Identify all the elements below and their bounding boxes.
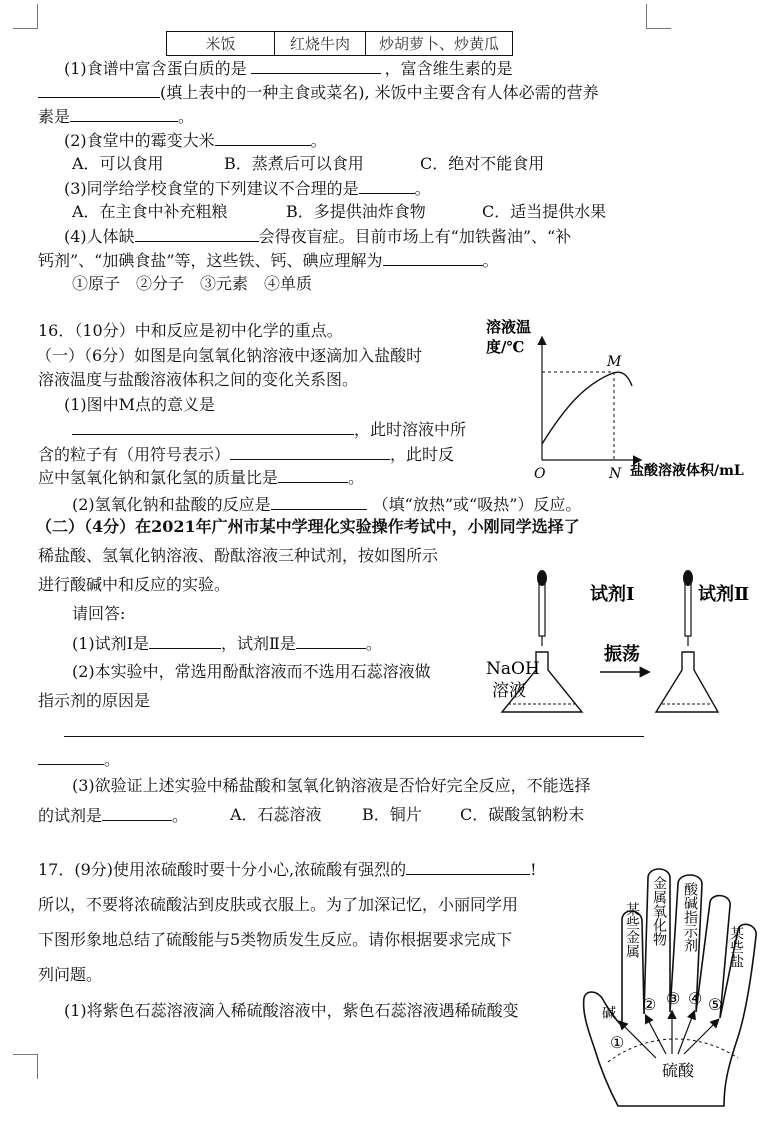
q15-p2: (2)食堂中的霉变大米 。 bbox=[64, 131, 327, 150]
q17-line1: 17．(9分)使用浓硫酸时要十分小心,浓硫酸有强烈的 ! bbox=[38, 860, 537, 879]
point-m-label: M bbox=[607, 354, 622, 370]
q17-line2: 所以，不要将浓硫酸沾到皮肤或衣服上。为了加深记忆，小丽同学用 bbox=[38, 895, 519, 914]
circle-2: ② bbox=[642, 995, 657, 1014]
q16-ask: 请回答: bbox=[72, 604, 126, 623]
menu-table bbox=[166, 31, 513, 56]
q16-s1-line1: (1)图中M点的意义是 bbox=[64, 395, 216, 414]
q16-t1: (1)试剂Ⅰ是 ，试剂Ⅱ是 。 bbox=[72, 634, 382, 653]
reagent-1-label: 试剂Ⅰ bbox=[590, 584, 635, 605]
y-axis-label: 度/℃ bbox=[486, 338, 525, 356]
q15-p3-option-c[interactable]: C．适当提供水果 bbox=[482, 202, 607, 221]
finger-label-indicator: 酸碱指示剂 bbox=[682, 882, 698, 952]
palm-dashed-arc bbox=[608, 1039, 738, 1062]
temperature-curve bbox=[542, 372, 632, 444]
temperature-graph bbox=[480, 312, 770, 482]
x-axis-label: 盐酸溶液体积/mL bbox=[630, 463, 744, 479]
q16-t3-option-c[interactable]: C．碳酸氢钠粉末 bbox=[460, 805, 585, 824]
point-n-label: N bbox=[609, 466, 622, 482]
q15-p1-line2: (填上表中的一种主食或菜名), 米饭中主要含有人体必需的营养 bbox=[38, 81, 599, 104]
answer-blank[interactable] bbox=[251, 57, 381, 74]
flask-icon bbox=[656, 652, 718, 712]
solution-label: 溶液 bbox=[492, 681, 526, 701]
crop-mark-top-left bbox=[13, 4, 38, 29]
q16-part2-line1: （二）（4分）在2021年广州市某中学理化实验操作考试中，小刚同学选择了 bbox=[36, 517, 580, 536]
finger-label-metal-oxide: 金属氧化物 bbox=[651, 876, 667, 946]
q16-t2-line2: 指示剂的原因是 bbox=[38, 691, 151, 710]
q15-p3-option-b[interactable]: B．多提供油炸食物 bbox=[286, 202, 426, 221]
dropper-icon bbox=[537, 570, 547, 646]
q16-t2-line1: (2)本实验中，常选用酚酞溶液而不选用石蕊溶液做 bbox=[72, 662, 431, 681]
q15-p3: (3)同学给学校食堂的下列建议不合理的是 。 bbox=[64, 179, 431, 198]
shake-label: 振荡 bbox=[604, 644, 640, 665]
base-label: 碱 bbox=[602, 1006, 616, 1022]
answer-blank[interactable] bbox=[70, 105, 178, 122]
q16-heading: 16．（10分）中和反应是初中化学的重点。 bbox=[38, 321, 343, 340]
q16-s1-line2: ，此时溶液中所 bbox=[72, 418, 466, 441]
crop-mark-top-right bbox=[646, 4, 671, 29]
q17-line5: (1)将紫色石蕊溶液滴入稀硫酸溶液中，紫色石蕊溶液遇稀硫酸变 bbox=[64, 1001, 519, 1020]
q16-t3-line2: 的试剂是 。 bbox=[38, 806, 189, 825]
answer-blank[interactable] bbox=[215, 129, 311, 146]
q16-t3-option-a[interactable]: A．石蕊溶液 bbox=[230, 805, 322, 824]
crop-mark-bottom-left bbox=[13, 1054, 38, 1079]
q15-p4-line1: (4)人体缺 会得夜盲症。目前市场上有“加铁酱油”、“补 bbox=[64, 227, 572, 246]
answer-blank[interactable] bbox=[38, 748, 104, 765]
circle-1: ① bbox=[610, 1033, 625, 1052]
answer-blank[interactable] bbox=[383, 249, 483, 266]
answer-blank[interactable] bbox=[149, 632, 221, 649]
answer-blank[interactable] bbox=[102, 804, 172, 821]
q16-part2-line2: 稀盐酸、氢氧化钠溶液、酚酞溶液三种试剂，按如图所示 bbox=[38, 546, 439, 565]
q16-part1-line2: 溶液温度与盐酸溶液体积之间的变化关系图。 bbox=[38, 370, 359, 389]
q15-p2-option-b[interactable]: B．蒸煮后可以食用 bbox=[224, 154, 364, 173]
q15-p1-line1: (1)食谱中富含蛋白质的是 ，富含维生素的是 bbox=[64, 59, 513, 78]
q16-t3-option-b[interactable]: B．铜片 bbox=[362, 805, 422, 824]
q17-line3: 下图形象地总结了硫酸能与5类物质发生反应。请你根据要求完成下 bbox=[38, 930, 513, 949]
reagent-2-label: 试剂Ⅱ bbox=[698, 584, 750, 605]
answer-blank[interactable] bbox=[230, 443, 390, 460]
q15-p1-line3: 素是 。 bbox=[38, 107, 195, 126]
answer-blank[interactable] bbox=[72, 418, 354, 435]
q15-p4-options: ①原子 ②分子 ③元素 ④单质 bbox=[72, 274, 313, 293]
q16-s2: (2)氢氧化钠和盐酸的反应是 （填“放热”或“吸热”）反应。 bbox=[72, 495, 582, 514]
q15-p2-option-c[interactable]: C．绝对不能食用 bbox=[420, 154, 545, 173]
experiment-apparatus bbox=[482, 566, 772, 726]
menu-cell: 炒胡萝卜、炒黄瓜 bbox=[366, 32, 513, 56]
dropper-icon bbox=[683, 570, 693, 646]
q16-part2-line3: 进行酸碱中和反应的实验。 bbox=[38, 575, 231, 594]
answer-blank[interactable] bbox=[38, 81, 160, 98]
answer-blank[interactable] bbox=[271, 493, 367, 510]
q16-t3-line1: (3)欲验证上述实验中稀盐酸和氢氧化钠溶液是否恰好完全反应，不能选择 bbox=[72, 776, 591, 795]
q15-p4-line2: 钙剂”、“加碘食盐”等，这些铁、钙、碘应理解为 。 bbox=[38, 251, 499, 270]
palm-label: 硫酸 bbox=[662, 1061, 695, 1080]
menu-cell: 米饭 bbox=[167, 32, 275, 56]
q15-p2-option-a[interactable]: A．可以食用 bbox=[72, 154, 164, 173]
answer-blank[interactable] bbox=[406, 858, 530, 875]
answer-blank[interactable] bbox=[278, 466, 348, 483]
menu-cell: 红烧牛肉 bbox=[275, 32, 366, 56]
sulfuric-acid-hand-diagram bbox=[578, 862, 768, 1112]
y-axis-label: 溶液温 bbox=[486, 318, 532, 336]
answer-blank[interactable] bbox=[359, 177, 415, 194]
finger-label-salt: 某些盐 bbox=[728, 926, 744, 968]
answer-blank[interactable] bbox=[296, 632, 366, 649]
q15-p3-option-a[interactable]: A．在主食中补充粗粮 bbox=[72, 202, 228, 221]
origin-label: O bbox=[534, 466, 546, 482]
circle-3: ③ bbox=[666, 989, 681, 1008]
q17-line4: 列问题。 bbox=[38, 965, 103, 984]
circle-5: ⑤ bbox=[708, 995, 723, 1014]
answer-blank[interactable] bbox=[135, 225, 259, 242]
q16-s1-line3: 含的粒子有（用符号表示） ，此时反 bbox=[38, 445, 455, 464]
q16-part1-line1: （一）（6分）如图是向氢氧化钠溶液中逐滴加入盐酸时 bbox=[36, 346, 423, 365]
q16-s1-line4: 应中氢氧化钠和氯化氢的质量比是 。 bbox=[38, 468, 365, 487]
q16-t2-line3: 。 bbox=[38, 748, 120, 771]
finger-label-metal: 某些金属 bbox=[624, 902, 640, 958]
naoh-label: NaOH bbox=[486, 659, 540, 679]
circle-4: ④ bbox=[688, 989, 703, 1008]
